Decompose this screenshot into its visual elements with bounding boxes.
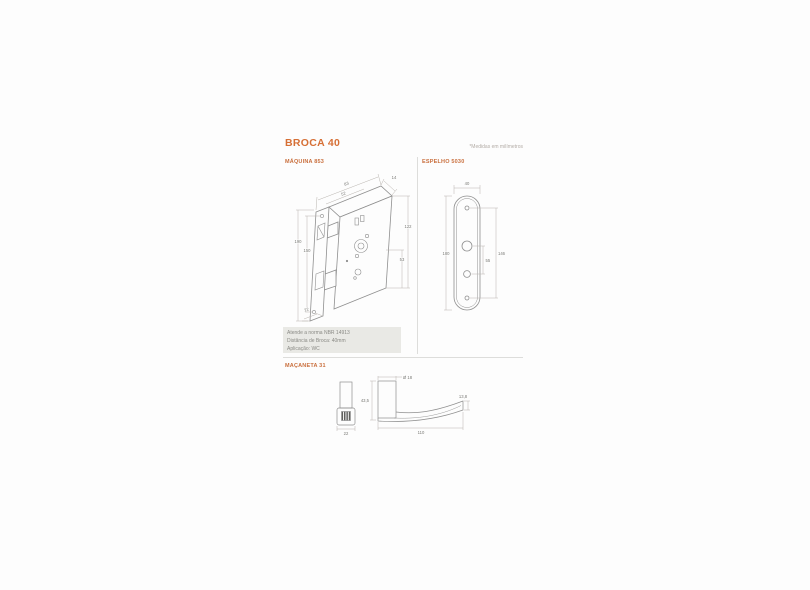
info-line-backset: Distância de Broca: 40mm [287,337,346,344]
dim-machine-bottom-width: 22 [303,306,310,313]
dim-handle-front-width: 22 [343,431,349,436]
machine-section-label: MÁQUINA 853 [285,159,324,165]
handle-front-view [337,382,355,425]
dim-mirror-width: 40 [464,181,470,186]
handle-drawing [332,374,472,436]
dim-machine-left-outer: 190 [294,239,302,244]
dim-machine-right-height: 122 [404,224,412,229]
dim-machine-top-right: 14 [391,175,397,180]
dim-handle-hub-height: 43,5 [360,398,369,403]
machine-info-box [283,327,401,353]
spindle-square-hole [342,412,351,421]
plate-outline [454,196,480,310]
machine-drawing [288,164,416,324]
dim-mirror-holes-span: 146 [498,251,505,256]
dim-machine-left-inner: 150 [303,248,311,253]
handle-neck [340,382,352,408]
handle-dimension-lines [337,376,470,431]
dim-handle-length: 110 [417,430,425,435]
page-title: BROCA 40 [285,137,341,149]
latch-bolt [327,222,338,238]
units-note: *Medidas em milímetros [469,144,523,150]
screw-hole-bottom [465,296,469,300]
lock-body [310,186,392,321]
dim-handle-tip-height: 13,8 [458,394,468,399]
front-plate [310,207,329,321]
lever-edge-line [394,406,461,419]
info-line-application: Aplicação: WC [287,345,320,352]
handle-hole [462,241,472,251]
escutcheon-plate [454,196,480,310]
horizontal-divider [283,357,523,358]
handle-side-view [378,381,463,422]
dead-bolt [324,270,336,290]
dim-mirror-center-span: 55 [485,258,491,263]
mirror-dimension-lines [444,185,498,310]
dim-handle-hub-diameter: Ø 18 [403,375,413,380]
dim-machine-top-outer: 83 [343,180,350,187]
dim-machine-right-lower: 53 [399,257,405,262]
handle-section-label: MAÇANETA 31 [285,363,326,369]
handle-hub [378,381,396,418]
turn-button-hole [464,271,471,278]
info-line-norm: Atende a norma NBR 14913 [287,330,350,336]
dim-machine-top-inner: 52 [340,190,347,197]
mirror-section-label: ESPELHO 5030 [422,159,465,165]
screw-hole-top [465,206,469,210]
vertical-divider [417,157,418,354]
lever-arm [378,401,463,422]
plate-inner-outline [457,199,478,308]
mirror-drawing [436,172,524,320]
dim-mirror-height: 180 [442,251,450,256]
